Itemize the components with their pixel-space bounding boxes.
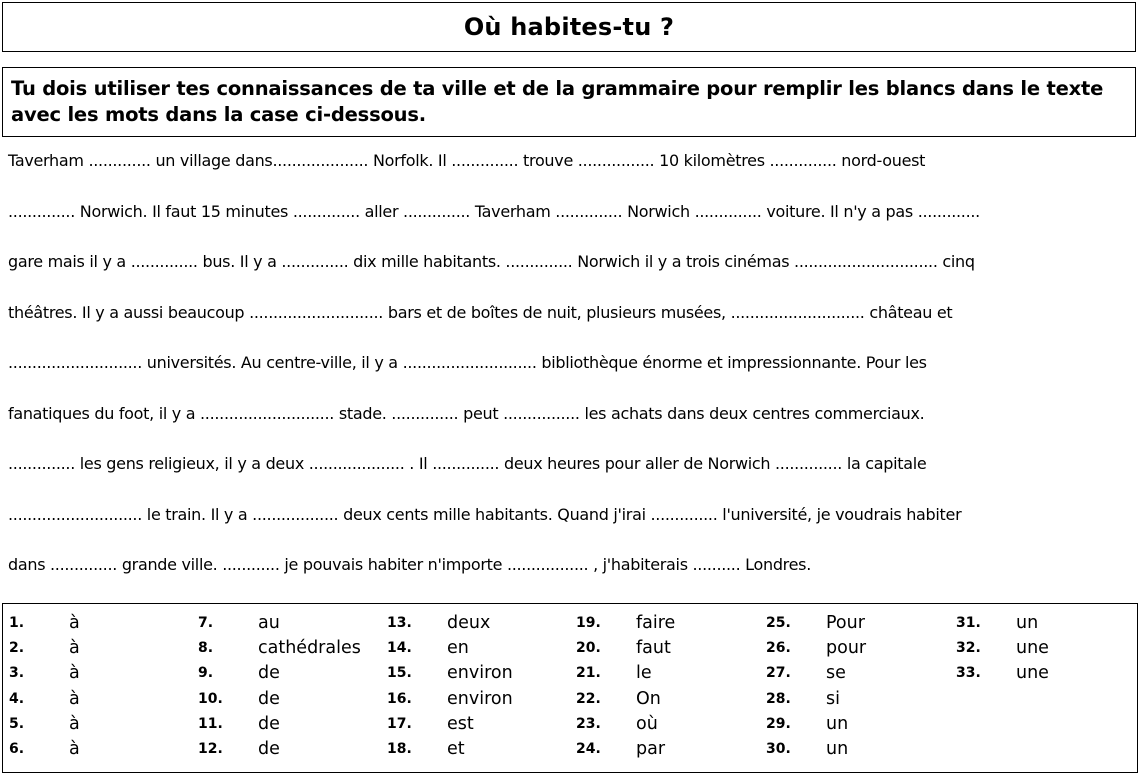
word-bank	[2, 603, 1138, 773]
passage-line: ............................ le train. Il y a .................. deux cents mille habitants. Quand j'irai .............. l'université, je voudrais habiter	[8, 505, 962, 524]
word-bank-entry	[198, 736, 361, 761]
entry-word: en	[447, 637, 469, 658]
entry-word: à	[69, 688, 80, 709]
word-bank-column	[9, 610, 80, 762]
entry-number: 29.	[766, 715, 791, 732]
entry-word: un	[826, 739, 849, 760]
entry-number: 2.	[9, 639, 25, 656]
passage-line: .............. Norwich. Il faut 15 minutes .............. aller .............. Taverham .............. Norwich .............. voiture. Il n'y a pas .............	[8, 202, 980, 221]
entry-number: 19.	[576, 614, 601, 631]
entry-number: 9.	[198, 665, 214, 682]
entry-number: 14.	[387, 639, 412, 656]
entry-number: 3.	[9, 665, 25, 682]
word-bank-entry	[9, 711, 80, 736]
entry-word: à	[69, 663, 80, 684]
passage-line: .............. les gens religieux, il y a deux .................... . Il .............. deux heures pour aller de Norwich .............. la capitale	[8, 454, 927, 473]
word-bank-column	[766, 610, 866, 762]
entry-number: 1.	[9, 614, 25, 631]
passage-line: Taverham ............. un village dans.................... Norfolk. Il .............. trouve ................ 10 kilomètres .............. nord-ouest	[8, 151, 926, 170]
entry-word: au	[258, 612, 280, 633]
entry-number: 24.	[576, 741, 601, 758]
instructions-box	[2, 67, 1136, 137]
word-bank-entry	[576, 661, 675, 686]
entry-number: 18.	[387, 741, 412, 758]
word-bank-entry	[766, 635, 866, 660]
entry-number: 16.	[387, 690, 412, 707]
entry-word: de	[258, 739, 280, 760]
word-bank-entry	[387, 661, 513, 686]
entry-word: par	[636, 739, 666, 760]
word-bank-entry	[9, 686, 80, 711]
entry-word: On	[636, 688, 661, 709]
entry-number: 17.	[387, 715, 412, 732]
word-bank-entry	[387, 736, 513, 761]
entry-word: où	[636, 713, 658, 734]
word-bank-column	[956, 610, 1049, 686]
word-bank-entry	[198, 661, 361, 686]
entry-number: 26.	[766, 639, 791, 656]
word-bank-entry	[576, 736, 675, 761]
word-bank-entry	[387, 635, 513, 660]
entry-number: 25.	[766, 614, 791, 631]
word-bank-entry	[387, 610, 513, 635]
entry-word: deux	[447, 612, 491, 633]
entry-word: cathédrales	[258, 637, 361, 658]
entry-word: à	[69, 739, 80, 760]
entry-number: 28.	[766, 690, 791, 707]
title-box	[2, 2, 1136, 52]
entry-number: 22.	[576, 690, 601, 707]
word-bank-entry	[766, 736, 866, 761]
word-bank-entry	[576, 610, 675, 635]
entry-word: un	[1016, 612, 1039, 633]
entry-word: environ	[447, 663, 513, 684]
entry-number: 33.	[956, 665, 981, 682]
word-bank-column	[387, 610, 513, 762]
entry-word: un	[826, 713, 849, 734]
passage-line: dans .............. grande ville. ............ je pouvais habiter n'importe ................. , j'habiterais .......... Londres.	[8, 555, 811, 574]
passage-line: gare mais il y a .............. bus. Il y a .............. dix mille habitants. .............. Norwich il y a trois cinémas .............................. cinq	[8, 252, 975, 271]
entry-word: de	[258, 663, 280, 684]
word-bank-entry	[198, 686, 361, 711]
entry-number: 5.	[9, 715, 25, 732]
entry-number: 20.	[576, 639, 601, 656]
word-bank-entry	[9, 610, 80, 635]
word-bank-entry	[766, 610, 866, 635]
entry-number: 6.	[9, 741, 25, 758]
entry-word: de	[258, 688, 280, 709]
entry-word: une	[1016, 663, 1049, 684]
word-bank-column	[198, 610, 361, 762]
word-bank-entry	[766, 686, 866, 711]
entry-word: faut	[636, 637, 671, 658]
entry-number: 27.	[766, 665, 791, 682]
instructions-text: Tu dois utiliser tes connaissances de ta ville et de la grammaire pour remplir les blancs dans le texte avec les mots dans la case ci-dessous.	[11, 77, 1104, 126]
entry-word: est	[447, 713, 474, 734]
word-bank-entry	[766, 661, 866, 686]
entry-number: 23.	[576, 715, 601, 732]
entry-number: 32.	[956, 639, 981, 656]
word-bank-column	[576, 610, 675, 762]
word-bank-entry	[198, 610, 361, 635]
word-bank-entry	[576, 635, 675, 660]
entry-word: à	[69, 612, 80, 633]
entry-word: faire	[636, 612, 676, 633]
word-bank-entry	[198, 711, 361, 736]
entry-number: 11.	[198, 715, 223, 732]
entry-number: 8.	[198, 639, 214, 656]
word-bank-entry	[956, 610, 1049, 635]
word-bank-entry	[387, 686, 513, 711]
entry-word: une	[1016, 637, 1049, 658]
passage-line: fanatiques du foot, il y a ............................ stade. .............. peut ................ les achats dans deux centres commerciaux.	[8, 404, 925, 423]
entry-word: à	[69, 637, 80, 658]
entry-number: 4.	[9, 690, 25, 707]
entry-number: 15.	[387, 665, 412, 682]
word-bank-entry	[9, 635, 80, 660]
entry-number: 13.	[387, 614, 412, 631]
entry-word: pour	[826, 637, 867, 658]
word-bank-entry	[198, 635, 361, 660]
entry-number: 21.	[576, 665, 601, 682]
entry-word: si	[826, 688, 840, 709]
entry-number: 10.	[198, 690, 223, 707]
word-bank-entry	[956, 635, 1049, 660]
passage-line: théâtres. Il y a aussi beaucoup ............................ bars et de boîtes de nuit, plusieurs musées, ............................ château et	[8, 303, 953, 322]
entry-word: le	[636, 663, 652, 684]
word-bank-entry	[766, 711, 866, 736]
word-bank-entry	[576, 686, 675, 711]
entry-word: Pour	[826, 612, 865, 633]
entry-number: 30.	[766, 741, 791, 758]
entry-word: environ	[447, 688, 513, 709]
word-bank-entry	[9, 661, 80, 686]
entry-number: 12.	[198, 741, 223, 758]
word-bank-entry	[387, 711, 513, 736]
word-bank-entry	[576, 711, 675, 736]
entry-word: à	[69, 713, 80, 734]
entry-word: de	[258, 713, 280, 734]
entry-word: et	[447, 739, 465, 760]
passage-line: ............................ universités. Au centre-ville, il y a ............................ bibliothèque énorme et impressionnante. Pour les	[8, 353, 927, 372]
page-title: Où habites-tu ?	[463, 13, 675, 41]
word-bank-entry	[956, 661, 1049, 686]
entry-word: se	[826, 663, 846, 684]
word-bank-entry	[9, 736, 80, 761]
entry-number: 7.	[198, 614, 214, 631]
entry-number: 31.	[956, 614, 981, 631]
